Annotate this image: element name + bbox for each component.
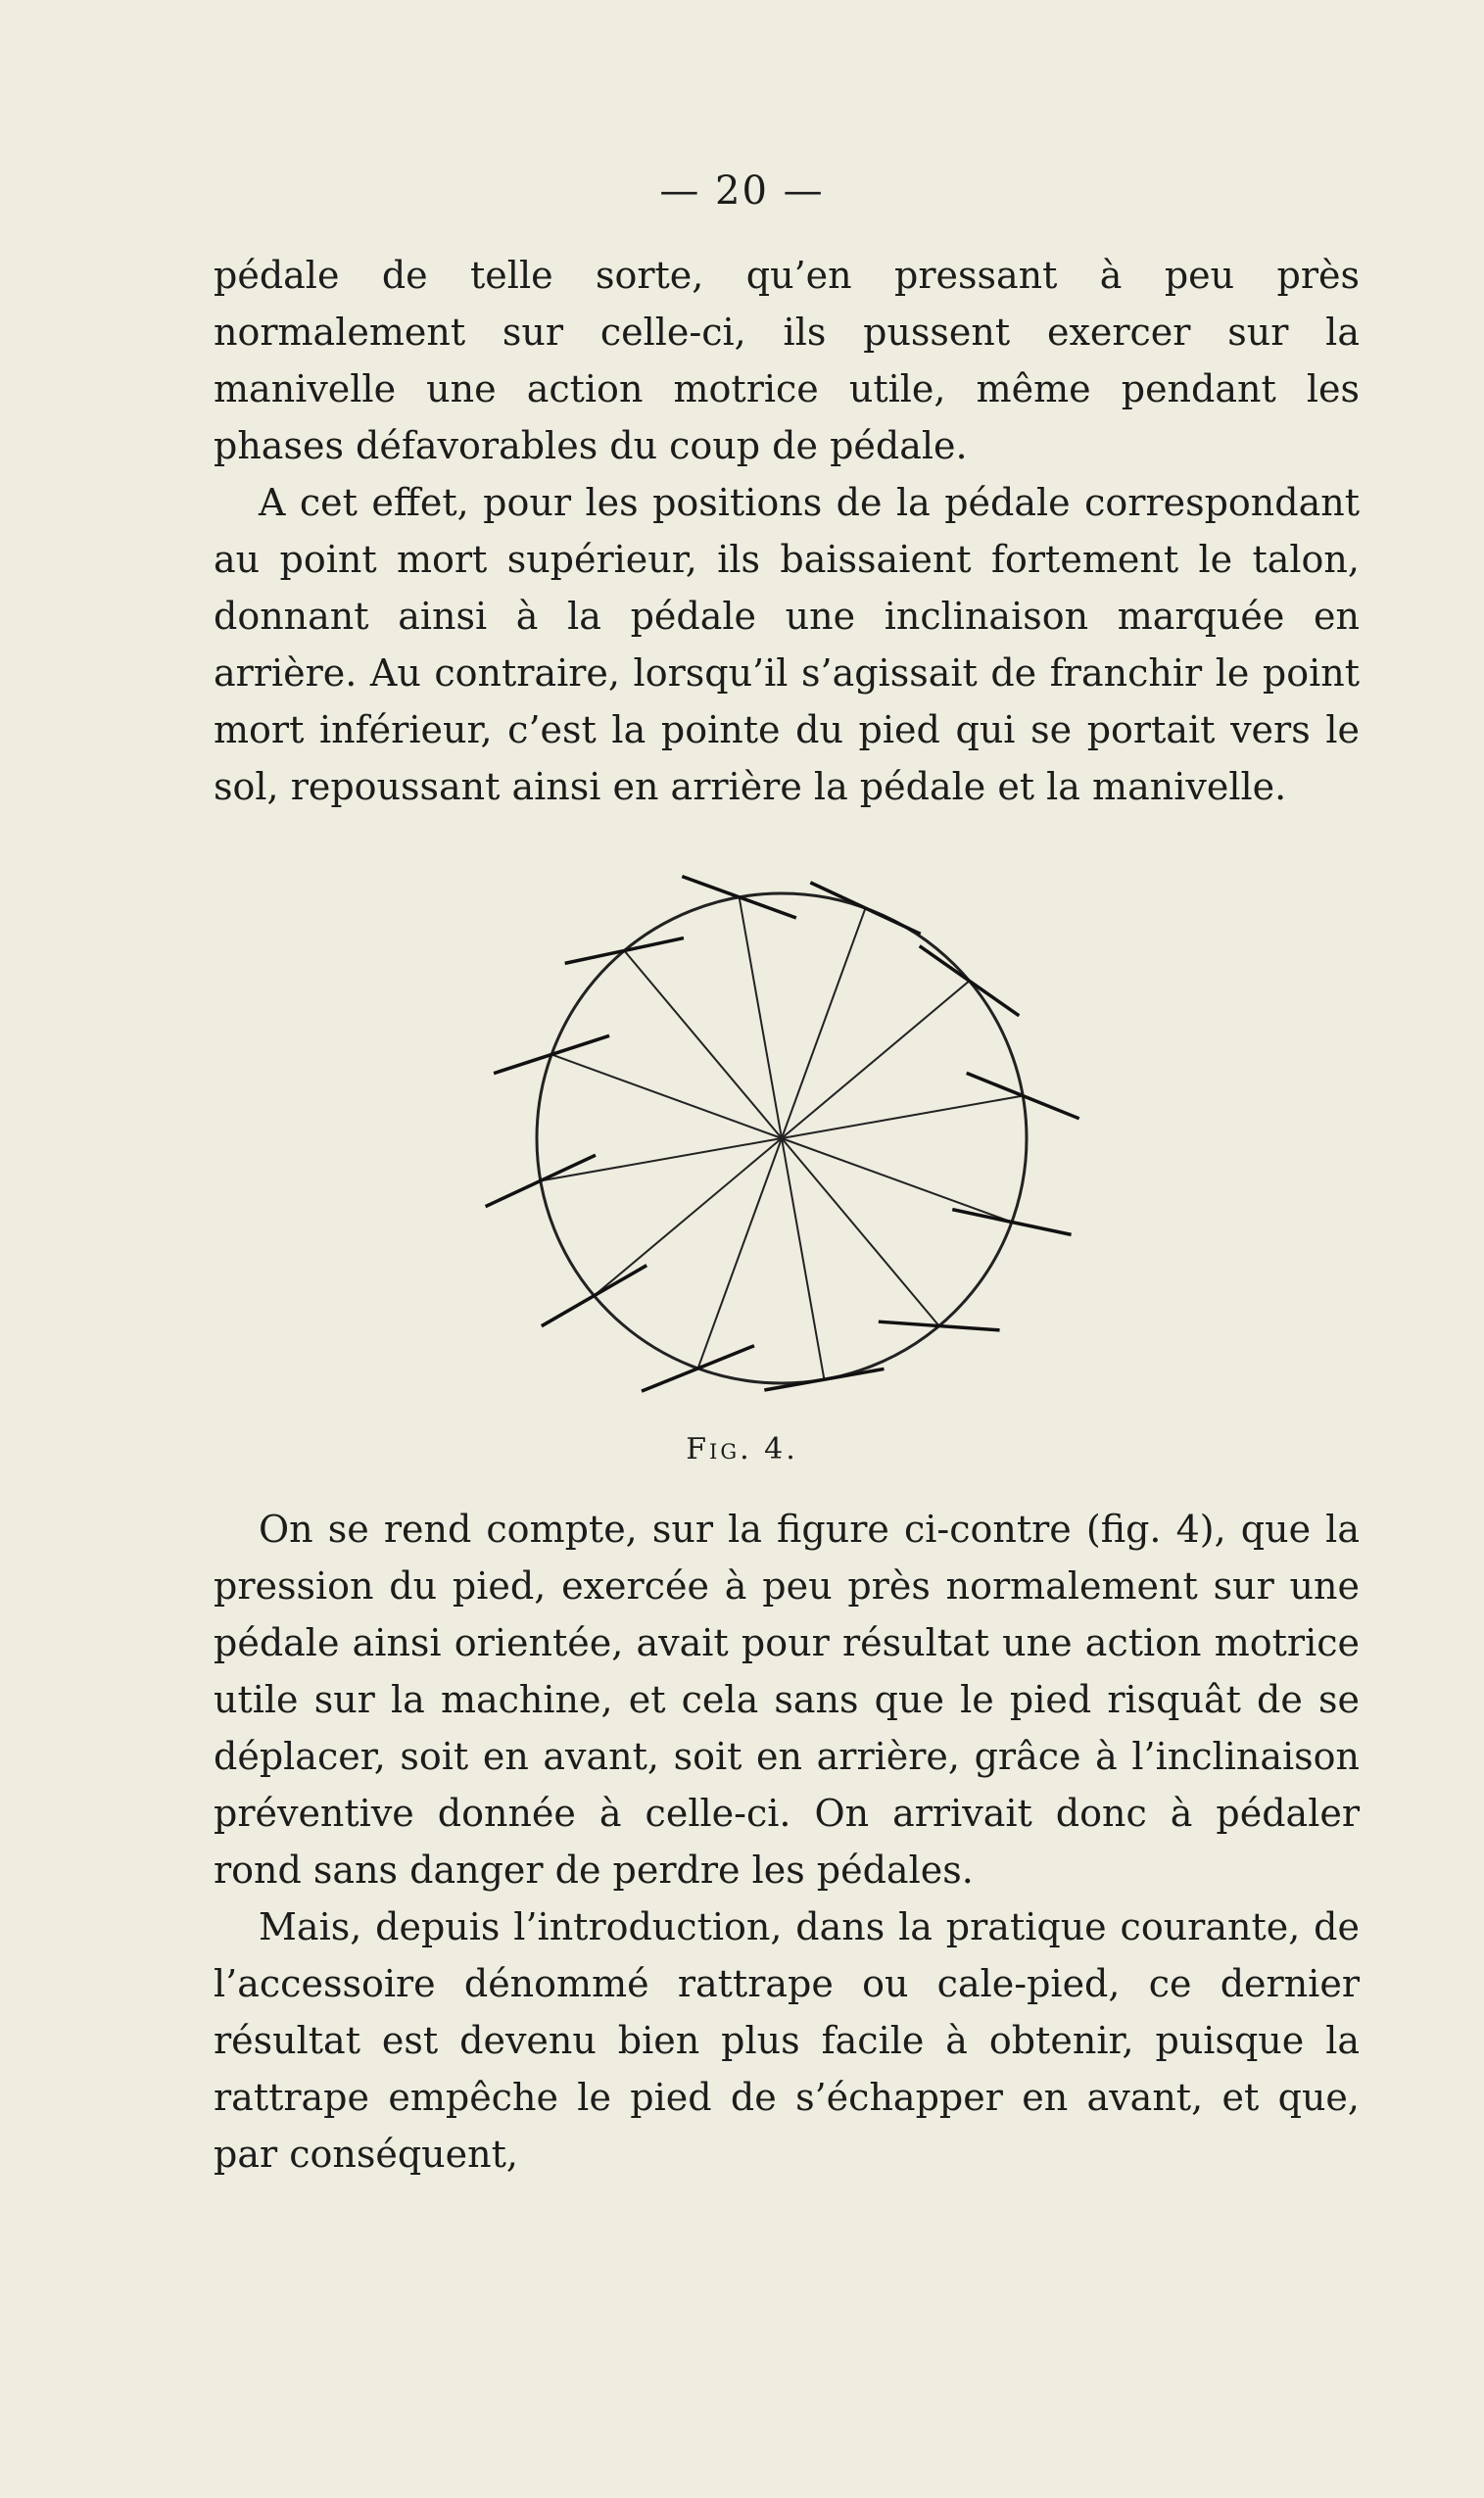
page-number: — 20 — bbox=[659, 168, 825, 214]
pedal-line bbox=[764, 1369, 884, 1390]
pedal-line bbox=[810, 883, 920, 934]
text-block-bottom bbox=[214, 1501, 1360, 2183]
pedal-line bbox=[682, 877, 796, 918]
paragraph: A cet effet, pour les positions de la pédale correspondant au point mort supérieur, ils baissaient fortement le talon, donnant ainsi à la pédale une inclinaison marquée en arrière. Au contraire, lorsqu’il s’agissait de franchir le point mort inférieur, c’est la pointe du pied qui se portait vers le sol, repoussant ainsi en arrière la pédale et la manivelle. bbox=[214, 481, 1360, 808]
pedal-line bbox=[920, 946, 1020, 1016]
pedal-line bbox=[486, 1155, 596, 1206]
crank-spoke bbox=[782, 1138, 824, 1379]
pedal-line bbox=[542, 1266, 646, 1326]
figure-caption: Fig. 4. bbox=[686, 1432, 798, 1466]
paragraph: pédale de telle sorte, qu’en pressant à peu près normalement sur celle-ci, ils pussent exercer sur la manivelle une action motrice utile, même pendant les phases défavorables du coup de pédale. bbox=[214, 254, 1360, 467]
pedal-line bbox=[494, 1035, 609, 1073]
text-block-top bbox=[214, 247, 1360, 815]
pedal-line bbox=[642, 1346, 754, 1391]
crank-spoke bbox=[541, 1138, 782, 1180]
pedal-line bbox=[952, 1210, 1071, 1235]
pedal-line bbox=[967, 1073, 1079, 1118]
paragraph: On se rend compte, sur la figure ci-contre (fig. 4), que la pression du pied, exercée à peu près normalement sur une pédale ainsi orientée, avait pour résultat une action motrice utile sur la machine, et cela sans que le pied risquât de se déplacer, soit en avant, soit en arrière, grâce à l’inclinaison préventive donnée à celle-ci. On arrivait donc à pédaler rond sans danger de perdre les pédales. bbox=[214, 1508, 1360, 1892]
pedal-line bbox=[565, 938, 684, 964]
pedal-line bbox=[879, 1321, 1000, 1330]
crank-spoke bbox=[782, 1096, 1023, 1138]
crank-pedal-diagram bbox=[480, 862, 1087, 1420]
crank-spoke bbox=[740, 897, 782, 1138]
figure-crank-diagram bbox=[480, 862, 1087, 1420]
paragraph: Mais, depuis l’introduction, dans la pratique courante, de l’accessoire dénommé rattrape ou cale-pied, ce dernier résultat est devenu bien plus facile à obtenir, puisque la rattrape empêche le pied de s’échapper en avant, et que, par conséquent, bbox=[214, 1905, 1360, 2176]
